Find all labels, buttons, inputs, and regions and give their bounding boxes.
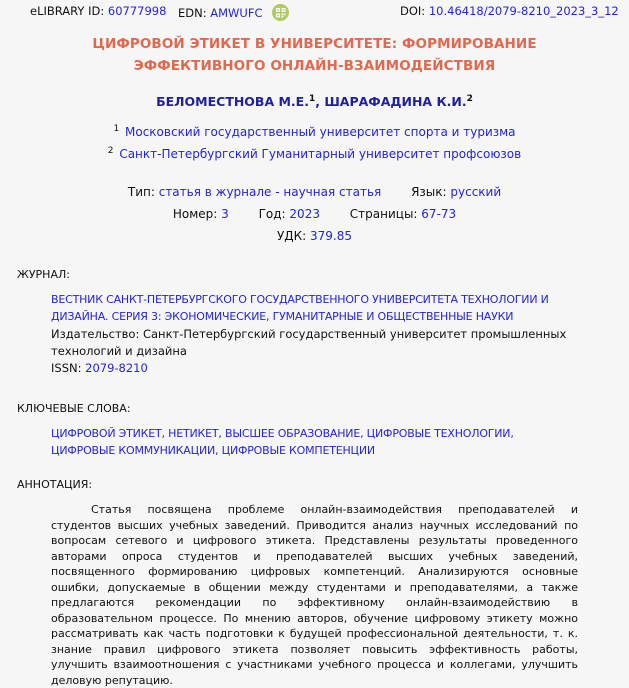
meta-year-value: 2023 xyxy=(289,207,320,222)
journal-issn-label: ISSN: xyxy=(51,361,82,376)
elibrary-id-label: eLIBRARY ID: xyxy=(30,4,105,18)
meta-row-type-lang xyxy=(0,181,629,203)
edn xyxy=(178,4,289,21)
meta-language xyxy=(411,185,501,199)
journal-issn xyxy=(51,360,578,377)
affiliation-1 xyxy=(0,120,629,142)
author-1[interactable]: БЕЛОМЕСТНОВА М.Е. xyxy=(156,94,309,110)
meta-language-label: Язык: xyxy=(411,185,447,200)
abstract-section-label: АННОТАЦИЯ: xyxy=(17,478,93,492)
author-2[interactable]: ШАРАФАДИНА К.И. xyxy=(324,94,467,110)
author-2-affil-sup: 2 xyxy=(466,94,473,104)
meta-pages-label: Страницы: xyxy=(349,207,418,222)
edn-value[interactable]: AMWUFC xyxy=(210,6,263,20)
meta-row-number-year-pages xyxy=(0,203,629,225)
elibrary-id-value: 60777998 xyxy=(107,4,167,18)
authors-line xyxy=(0,94,629,109)
article-meta xyxy=(0,181,629,247)
journal-publisher xyxy=(51,326,578,360)
affiliation-2-sup: 2 xyxy=(107,146,114,157)
doi-link[interactable]: 10.46418/2079-8210_2023_3_12 xyxy=(428,4,619,18)
affiliation-1-link[interactable]: Московский государственный университет спорта и туризма xyxy=(125,125,516,140)
meta-row-udk xyxy=(0,225,629,247)
meta-year-label: Год: xyxy=(258,207,286,222)
identifier-bar xyxy=(0,0,629,24)
meta-type-label: Тип: xyxy=(127,185,155,200)
doi xyxy=(400,4,619,18)
keywords-section-label: КЛЮЧЕВЫЕ СЛОВА: xyxy=(17,402,131,416)
meta-pages-value: 67-73 xyxy=(421,207,457,222)
article-title-line-1: ЦИФРОВОЙ ЭТИКЕТ В УНИВЕРСИТЕТЕ: ФОРМИРОВАНИЕ xyxy=(92,36,537,52)
meta-udk-value: 379.85 xyxy=(310,229,353,244)
elibrary-id xyxy=(30,4,166,18)
meta-type xyxy=(128,185,385,199)
edn-label: EDN: xyxy=(178,6,207,20)
meta-pages xyxy=(350,207,456,221)
meta-number-value: 3 xyxy=(221,207,229,222)
article-title-line-2: ЭФФЕКТИВНОГО ОНЛАЙН-ВЗАИМОДЕЙСТВИЯ xyxy=(133,58,496,74)
meta-number-label: Номер: xyxy=(172,207,218,222)
meta-type-value: статья в журнале - научная статья xyxy=(158,185,382,200)
meta-year xyxy=(259,207,324,221)
meta-udk xyxy=(277,229,352,243)
qr-code-icon[interactable] xyxy=(272,4,289,21)
affiliation-1-sup: 1 xyxy=(113,124,120,135)
doi-label: DOI: xyxy=(400,4,426,18)
affiliation-2-link[interactable]: Санкт-Петербургский Гуманитарный университет профсоюзов xyxy=(119,147,522,162)
meta-language-value: русский xyxy=(450,185,502,200)
journal-section-body xyxy=(51,291,578,377)
affiliation-2 xyxy=(0,142,629,164)
meta-udk-label: УДК: xyxy=(276,229,307,244)
journal-title-link[interactable]: ВЕСТНИК САНКТ-ПЕТЕРБУРГСКОГО ГОСУДАРСТВЕННОГО УНИВЕРСИТЕТА ТЕХНОЛОГИИ И ДИЗАЙНА. СЕРИЯ 3: ЭКОНОМИЧЕСКИЕ, ГУМАНИТАРНЫЕ И ОБЩЕСТВЕННЫЕ НАУКИ xyxy=(51,293,549,324)
authors-separator: , xyxy=(315,94,325,110)
keywords-links[interactable]: ЦИФРОВОЙ ЭТИКЕТ, НЕТИКЕТ, ВЫСШЕЕ ОБРАЗОВАНИЕ, ЦИФРОВЫЕ ТЕХНОЛОГИИ, ЦИФРОВЫЕ КОММУНИКАЦИИ, ЦИФРОВЫЕ КОМПЕТЕНЦИИ xyxy=(51,427,514,458)
journal-publisher-value: Санкт-Петербургский государственный университет промышленных технологий и дизайна xyxy=(51,327,567,359)
author-1-affil-sup: 1 xyxy=(308,94,316,104)
journal-section-label: ЖУРНАЛ: xyxy=(17,268,70,282)
affiliations xyxy=(0,120,629,164)
journal-issn-value[interactable]: 2079-8210 xyxy=(85,361,148,376)
keywords-section-body xyxy=(51,425,578,459)
journal-publisher-label: Издательство: xyxy=(51,327,140,342)
article-title xyxy=(0,33,629,77)
meta-number xyxy=(173,207,233,221)
abstract-text: Статья посвящена проблеме онлайн-взаимодействия преподавателей и студентов высших учебных заведений. Приводится анализ научных исследований по вопросам сетевого и цифрового этикета. Представлены результаты проведенного авторами опроса студентов и преподавателей высших учебных заведений, посвященного формированию цифровых компетенций. Анализируются основные ошибки, допускаемые в общении между студентами и преподавателями, а также предлагаются рекомендации по эффективному онлайн-взаимодействию в образовательном процессе. По мнению авторов, обучение цифровому этикету можно рассматривать как часть подготовки к будущей профессиональной деятельности, т. к. знание правил цифрового этикета позволяет повысить эффективность работы, улучшить взаимоотношения с участниками учебного процесса и коллегами, улучшить деловую репутацию. xyxy=(51,503,578,687)
